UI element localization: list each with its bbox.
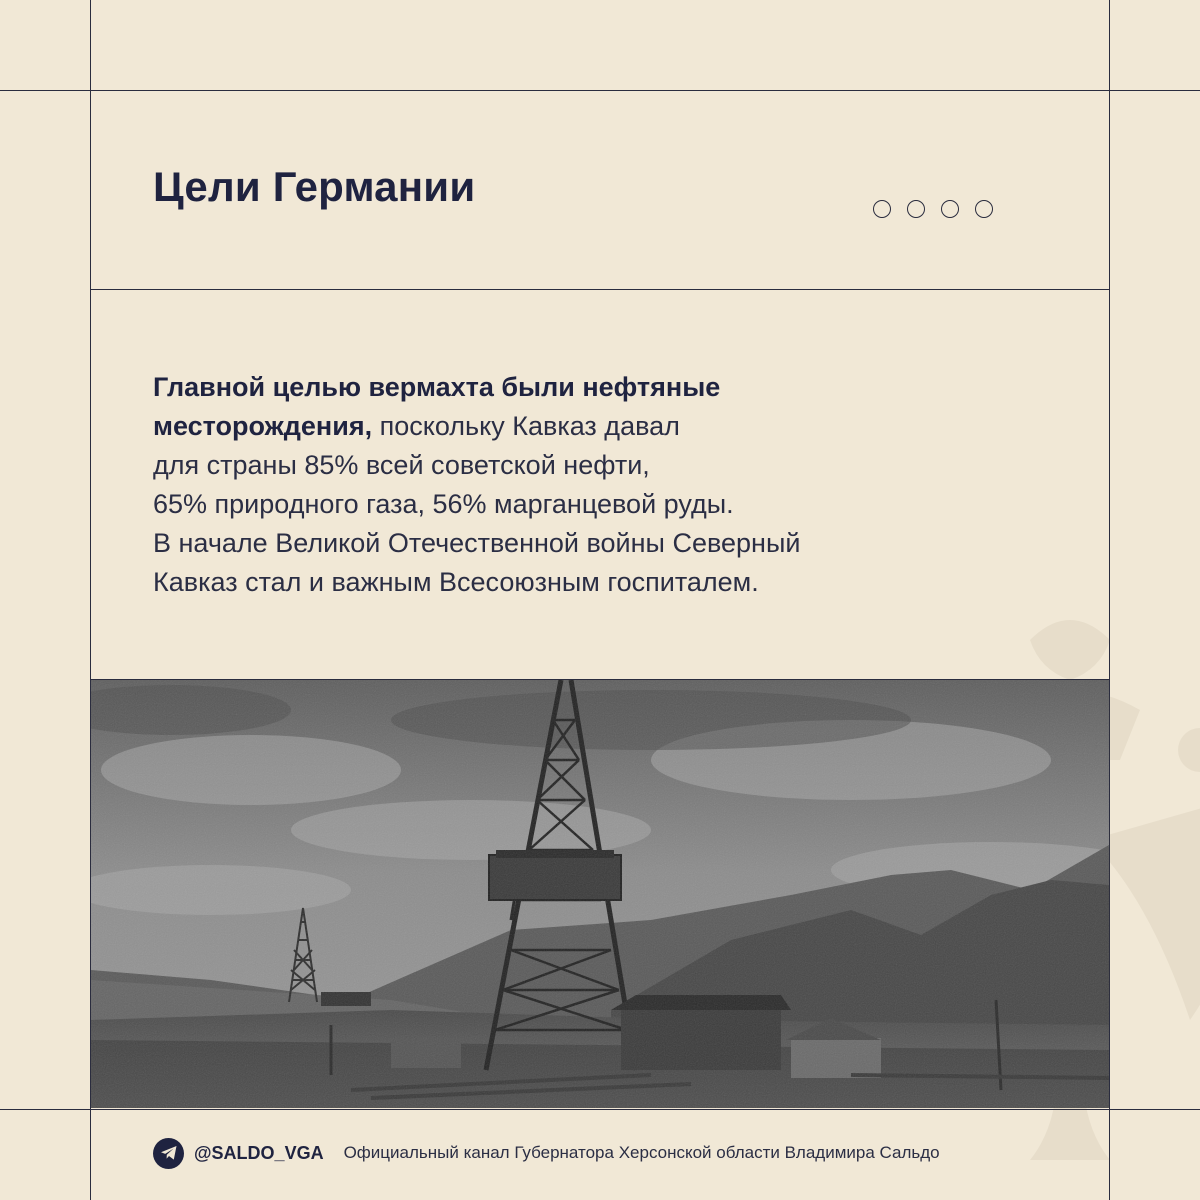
body-line6: Кавказ стал и важным Всесоюзным госпиталем. bbox=[153, 567, 759, 597]
grid-line-header bbox=[90, 289, 1109, 290]
body-line3: для страны 85% всей советской нефти, bbox=[153, 450, 650, 480]
body-bold-line2: месторождения, bbox=[153, 411, 373, 441]
oil-field-photo bbox=[91, 680, 1109, 1108]
channel-handle[interactable]: @SALDO_VGA bbox=[194, 1142, 324, 1163]
body-line4: 65% природного газа, 56% марганцевой руды. bbox=[153, 489, 734, 519]
page-title: Цели Германии bbox=[153, 163, 476, 210]
channel-caption: Официальный канал Губернатора Херсонской области Владимира Сальдо bbox=[343, 1143, 940, 1162]
pager-dot[interactable] bbox=[941, 200, 959, 218]
body-line5: В начале Великой Отечественной войны Северный bbox=[153, 528, 801, 558]
pager-dot[interactable] bbox=[873, 200, 891, 218]
pager-dots bbox=[873, 200, 993, 218]
telegram-icon[interactable] bbox=[153, 1138, 184, 1169]
pager-dot[interactable] bbox=[907, 200, 925, 218]
body-paragraph bbox=[153, 368, 1053, 602]
body-bold-line1: Главной целью вермахта были нефтяные bbox=[153, 372, 721, 402]
pager-dot[interactable] bbox=[975, 200, 993, 218]
grid-line-top bbox=[0, 90, 1200, 91]
footer bbox=[153, 1137, 940, 1169]
body-line2-rest: поскольку Кавказ давал bbox=[372, 411, 680, 441]
